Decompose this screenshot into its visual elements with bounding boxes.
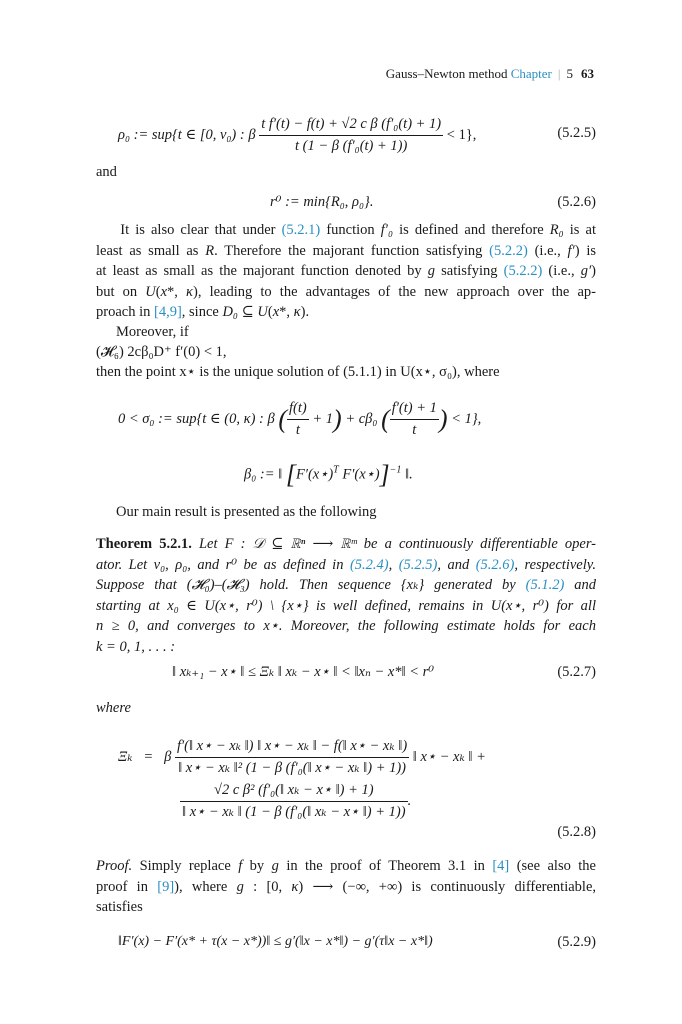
rho0-lhs: ρ₀ := sup{t ∈ [0, ν₀) : β bbox=[118, 126, 256, 143]
xi-tail-1: ‖ x⋆ − xₖ ‖ + bbox=[412, 748, 486, 765]
moreover-line: Moreover, if bbox=[116, 324, 189, 340]
main-result-line: Our main result is presented as the following bbox=[116, 504, 377, 520]
header-title: Gauss–Newton method bbox=[385, 66, 508, 81]
unique-solution-line: then the point x⋆ is the unique solution of (5.1.1) in U(x⋆, σ₀), where bbox=[96, 364, 500, 380]
eq-number-5-2-5: (5.2.5) bbox=[557, 125, 596, 141]
hypothesis-h6: (𝓗₆) 2cβ₀D⁺ f′(0) < 1, bbox=[96, 344, 227, 360]
paragraph-majorant: It is also clear that under (5.2.1) function f′₀ is defined and therefore R₀ is at least as small as R. Therefore the majorant function satisfying (5.2.2) (i.e., f′) is at least as small as the majorant function denoted by g satisfying (5.2.2) (i.e., g′) but on U(x*, κ), leading to the advantages of the new approach over the ap- proach in [4,9], since D₀ ⊆ U(x*, κ). bbox=[96, 222, 596, 320]
equation-sigma0: 0 < σ₀ := sup{t ∈ (0, κ) : β ( $\frac{f(t)}{t}$ + 1) + cβ₀ ( $\frac{f'(t) + 1}{t}$ ) < 1}, bbox=[118, 400, 482, 438]
running-header bbox=[386, 66, 594, 82]
xi-numerator-1: f′(‖ x⋆ − xₖ ‖) ‖ x⋆ − xₖ ‖ − f(‖ x⋆ − xₖ ‖) bbox=[176, 738, 408, 754]
page-number: 63 bbox=[581, 66, 594, 81]
eq-number-5-2-8: (5.2.8) bbox=[557, 824, 596, 840]
xi-denominator-1: ‖ x⋆ − xₖ ‖² (1 − β (f′₀(‖ x⋆ − xₖ ‖) + 1)) bbox=[175, 757, 409, 777]
rho0-rhs: < 1}, bbox=[446, 126, 477, 143]
rho0-numerator: t f′(t) − f(t) + √2 c β (f′₀(t) + 1) bbox=[261, 116, 442, 132]
xi-fraction-2 bbox=[180, 782, 408, 821]
equation-xi-line2: $\frac{\text{√2 c β² (f′₀(‖ xₖ − x⋆ ‖) + 1)}}{\text{‖ x⋆ − xₖ ‖ (1 − β (f′₀(‖ xₖ − x⋆ ‖) + 1))}}$ . bbox=[182, 782, 412, 820]
xi-denominator-2: ‖ x⋆ − xₖ ‖ (1 − β (f′₀(‖ xₖ − x⋆ ‖) + 1)) bbox=[180, 801, 408, 821]
eq-number-5-2-9: (5.2.9) bbox=[557, 934, 596, 950]
equation-lipschitz: ‖F′(x) − F′(x* + τ(x − x*))‖ ≤ g′(‖x − x*‖) − g′(τ‖x − x*‖) bbox=[118, 934, 433, 949]
xi-numerator-2: √2 c β² (f′₀(‖ xₖ − x⋆ ‖) + 1) bbox=[214, 782, 374, 798]
header-chapter-number: 5 bbox=[566, 66, 573, 81]
rho0-denominator: t (1 − β (f′₀(t) + 1)) bbox=[259, 135, 443, 155]
equation-estimate: ‖ xₖ₊₁ − x⋆ ‖ ≤ Ξₖ ‖ xₖ − x⋆ ‖ < ‖xₙ − x*‖ < r⁰ bbox=[172, 664, 435, 680]
xi-lhs: Ξₖ = β bbox=[118, 748, 172, 765]
and-word: and bbox=[96, 164, 117, 180]
eq-number-5-2-7: (5.2.7) bbox=[557, 664, 596, 680]
xi-fraction-1 bbox=[175, 738, 409, 777]
rho0-fraction bbox=[259, 116, 443, 155]
theorem-5-2-1: Theorem 5.2.1. Let F : 𝒟 ⊆ ℝⁿ ⟶ ℝᵐ be a continuously differentiable oper- ator. Let ν₀, ρ₀, and r⁰ be as defined in (5.2.4), (5.2.5), and (5.2.6), respectively. Suppose that (𝓗₀)–(𝓗₃) hold. Then sequence {xₖ} generated by (5.1.2) and starting at x₀ ∈ U(x⋆, r⁰) \ {x⋆} is well defined, remains in U(x⋆, r⁰) for all n ≥ 0, and converges to x⋆. Moreover, the following estimate holds for each k = 0, 1, . . . : bbox=[96, 536, 597, 655]
equation-beta0: β₀ := ‖ [F′(x⋆)$^T$ F′(x⋆)]$^{-1}$ ‖. bbox=[244, 460, 413, 489]
equation-r0: r⁰ := min{R₀, ρ₀}. bbox=[270, 194, 374, 210]
eq-number-5-2-6: (5.2.6) bbox=[557, 194, 596, 210]
header-separator: | bbox=[557, 66, 561, 81]
proof-paragraph: Proof. Simply replace f by g in the proof of Theorem 3.1 in [4] (see also the proof in [9]), where g : [0, κ) ⟶ (−∞, +∞) is continuously differentiable, satisfies bbox=[96, 858, 597, 915]
header-chapter: Chapter bbox=[510, 66, 552, 81]
where-word: where bbox=[96, 700, 131, 716]
equation-xi-line1 bbox=[118, 738, 486, 777]
equation-rho0 bbox=[118, 116, 476, 155]
